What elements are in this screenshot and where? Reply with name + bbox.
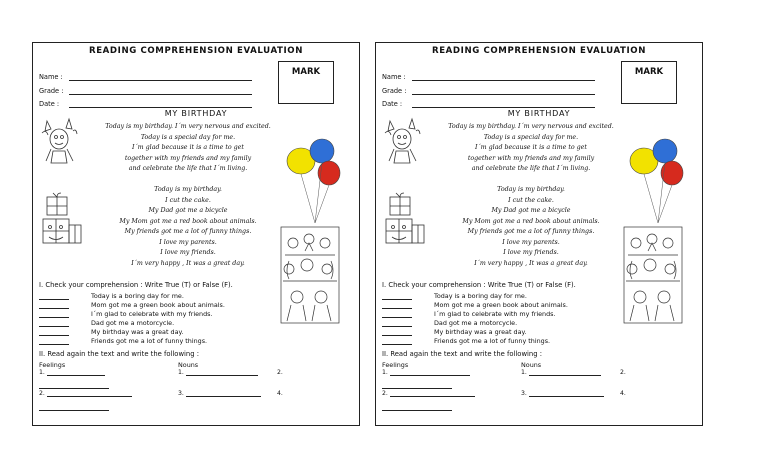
date-label: Date :: [382, 100, 403, 108]
answer-line[interactable]: [186, 391, 261, 397]
statement-text: Friends got me a lot of funny things.: [434, 337, 551, 345]
answer-blank[interactable]: [382, 320, 412, 327]
story-line: I´m glad because it is a time to get: [132, 144, 244, 151]
story-line: Today is a special day for me.: [483, 133, 579, 141]
section-1-heading: I. Check your comprehension : Write True (T) or False (F).: [382, 281, 576, 289]
list-item: [382, 327, 568, 336]
balloons-illustration: [285, 137, 345, 227]
list-item: [382, 336, 568, 345]
answer-line[interactable]: [382, 387, 452, 389]
story-line: Today is a special day for me.: [140, 133, 236, 141]
answer-line[interactable]: [529, 391, 604, 397]
list-item: [382, 300, 568, 309]
grade-label: Grade :: [382, 87, 407, 95]
nouns-answer-1[interactable]: [178, 369, 258, 376]
grade-field[interactable]: [382, 87, 595, 95]
statement-text: My birthday was a great day.: [434, 328, 527, 336]
story-line: I´m very happy , It was a great day.: [131, 259, 245, 267]
story-paragraph-1: [73, 122, 303, 175]
statement-text: Today is a boring day for me.: [434, 292, 527, 300]
feelings-answer-1[interactable]: [39, 369, 105, 376]
story-line: and celebrate the life that I´m living.: [128, 165, 248, 172]
story-line: Today is my birthday.: [497, 186, 565, 193]
nouns-answer-3[interactable]: [521, 390, 604, 397]
statement-text: Friends got me a lot of funny things.: [91, 337, 208, 345]
party-character-illustration: [382, 115, 422, 165]
statement-text: I´m glad to celebrate with my friends.: [434, 310, 556, 318]
name-field[interactable]: [39, 73, 252, 81]
name-field[interactable]: [382, 73, 595, 81]
story-line: I love my parents.: [159, 238, 217, 246]
list-item: [39, 291, 225, 300]
answer-blank[interactable]: [39, 320, 69, 327]
story-title: MY BIRTHDAY: [507, 109, 571, 118]
story-line: together with my friends and my family: [467, 154, 595, 162]
list-item: [39, 318, 225, 327]
balloons-illustration: [628, 137, 688, 227]
nouns-answer-2[interactable]: [277, 369, 283, 376]
answer-line[interactable]: [186, 370, 258, 376]
nouns-answer-3[interactable]: [178, 390, 261, 397]
story-line: My Dad got me a bicycle: [148, 207, 228, 214]
story-line: I´m glad because it is a time to get: [475, 144, 587, 151]
nouns-label: Nouns: [178, 361, 199, 369]
date-field[interactable]: [39, 100, 252, 108]
worksheet-title: READING COMPREHENSION EVALUATION: [431, 46, 646, 56]
section-2-heading: II. Read again the text and write the following :: [382, 350, 542, 358]
true-false-list: [382, 291, 568, 345]
date-label: Date :: [39, 100, 60, 108]
answer-blank[interactable]: [39, 338, 69, 345]
worksheet-left: [32, 42, 360, 426]
kids-party-illustration: [279, 225, 341, 325]
date-line[interactable]: [412, 101, 595, 108]
name-label: Name :: [382, 73, 406, 81]
story-line: I love my friends.: [160, 249, 216, 256]
answer-line[interactable]: [382, 409, 452, 411]
answer-line[interactable]: [39, 387, 109, 389]
story-line: I cut the cake.: [508, 196, 554, 204]
number-label: 3.: [521, 390, 527, 397]
mark-box[interactable]: [278, 61, 334, 104]
statement-text: I´m glad to celebrate with my friends.: [91, 310, 213, 318]
nouns-answer-4[interactable]: [620, 390, 626, 397]
answer-line[interactable]: [47, 370, 105, 376]
list-item: [382, 291, 568, 300]
answer-blank[interactable]: [382, 302, 412, 309]
grade-label: Grade :: [39, 87, 64, 95]
answer-blank[interactable]: [39, 329, 69, 336]
list-item: [382, 318, 568, 327]
list-item: [382, 309, 568, 318]
story-line: I´m very happy , It was a great day.: [474, 259, 588, 267]
list-item: [39, 327, 225, 336]
story-line: I love my friends.: [503, 249, 559, 256]
number-label: 3.: [178, 390, 184, 397]
story-line: together with my friends and my family: [124, 154, 252, 162]
answer-line[interactable]: [390, 370, 470, 376]
section-2-heading: II. Read again the text and write the following :: [39, 350, 199, 358]
grade-field[interactable]: [39, 87, 252, 95]
mark-box[interactable]: [621, 61, 677, 104]
grade-line[interactable]: [69, 88, 252, 95]
answer-blank[interactable]: [382, 338, 412, 345]
name-label: Name :: [39, 73, 63, 81]
story-paragraph-2: [73, 185, 303, 269]
answer-blank[interactable]: [382, 329, 412, 336]
statement-text: Dad got me a motorcycle.: [91, 319, 175, 327]
number-label: 4.: [620, 390, 626, 397]
story-line: Today is my birthday.: [154, 186, 222, 193]
statement-text: Today is a boring day for me.: [91, 292, 184, 300]
number-label: 1.: [382, 369, 388, 376]
answer-line[interactable]: [39, 409, 109, 411]
story-line: I cut the cake.: [165, 196, 211, 204]
number-label: 1.: [521, 369, 527, 376]
story-line: My Mom got me a red book about animals.: [119, 217, 257, 225]
worksheet-right: [375, 42, 703, 426]
name-line[interactable]: [412, 74, 595, 81]
answer-line[interactable]: [529, 370, 601, 376]
feelings-label: Feelings: [382, 361, 409, 369]
story-line: My friends got me a lot of funny things.: [124, 228, 252, 235]
story-paragraph-1: [416, 122, 646, 175]
story-paragraph-2: [416, 185, 646, 269]
gift-boxes-illustration: [382, 191, 426, 251]
story-line: My Dad got me a bicycle: [491, 207, 571, 214]
number-label: 2.: [277, 369, 283, 376]
worksheet-title: READING COMPREHENSION EVALUATION: [88, 46, 303, 56]
true-false-list: [39, 291, 225, 345]
statement-text: My birthday was a great day.: [91, 328, 184, 336]
answer-line[interactable]: [47, 391, 132, 397]
gift-boxes-illustration: [39, 191, 83, 251]
answer-blank[interactable]: [382, 311, 412, 318]
story-line: I love my parents.: [502, 238, 560, 246]
party-character-illustration: [39, 115, 79, 165]
number-label: 2.: [620, 369, 626, 376]
number-label: 1.: [178, 369, 184, 376]
story-title: MY BIRTHDAY: [164, 109, 228, 118]
number-label: 4.: [277, 390, 283, 397]
date-field[interactable]: [382, 100, 595, 108]
mark-label: MARK: [291, 67, 321, 77]
feelings-label: Feelings: [39, 361, 66, 369]
answer-blank[interactable]: [39, 302, 69, 309]
answer-blank[interactable]: [382, 293, 412, 300]
feelings-answer-2[interactable]: [39, 390, 132, 397]
answer-line[interactable]: [390, 391, 475, 397]
nouns-label: Nouns: [521, 361, 542, 369]
nouns-answer-2[interactable]: [620, 369, 626, 376]
feelings-answer-2[interactable]: [382, 390, 475, 397]
date-line[interactable]: [69, 101, 252, 108]
list-item: [39, 336, 225, 345]
number-label: 1.: [39, 369, 45, 376]
nouns-answer-1[interactable]: [521, 369, 601, 376]
answer-blank[interactable]: [39, 293, 69, 300]
story-line: My friends got me a lot of funny things.: [467, 228, 595, 235]
grade-line[interactable]: [412, 88, 595, 95]
feelings-answer-1[interactable]: [382, 369, 470, 376]
nouns-answer-4[interactable]: [277, 390, 283, 397]
statement-text: Mom got me a green book about animals.: [434, 301, 568, 309]
story-line: Today is my birthday. I´m very nervous and excited.: [448, 123, 614, 130]
list-item: [39, 309, 225, 318]
section-1-heading: I. Check your comprehension : Write True (T) or False (F).: [39, 281, 233, 289]
kids-party-illustration: [622, 225, 684, 325]
list-item: [39, 300, 225, 309]
story-line: Today is my birthday. I´m very nervous and excited.: [105, 123, 271, 130]
statement-text: Dad got me a motorcycle.: [434, 319, 518, 327]
name-line[interactable]: [69, 74, 252, 81]
mark-label: MARK: [634, 67, 664, 77]
statement-text: Mom got me a green book about animals.: [91, 301, 225, 309]
number-label: 2.: [39, 390, 45, 397]
story-line: My Mom got me a red book about animals.: [462, 217, 600, 225]
number-label: 2.: [382, 390, 388, 397]
story-line: and celebrate the life that I´m living.: [471, 165, 591, 172]
answer-blank[interactable]: [39, 311, 69, 318]
